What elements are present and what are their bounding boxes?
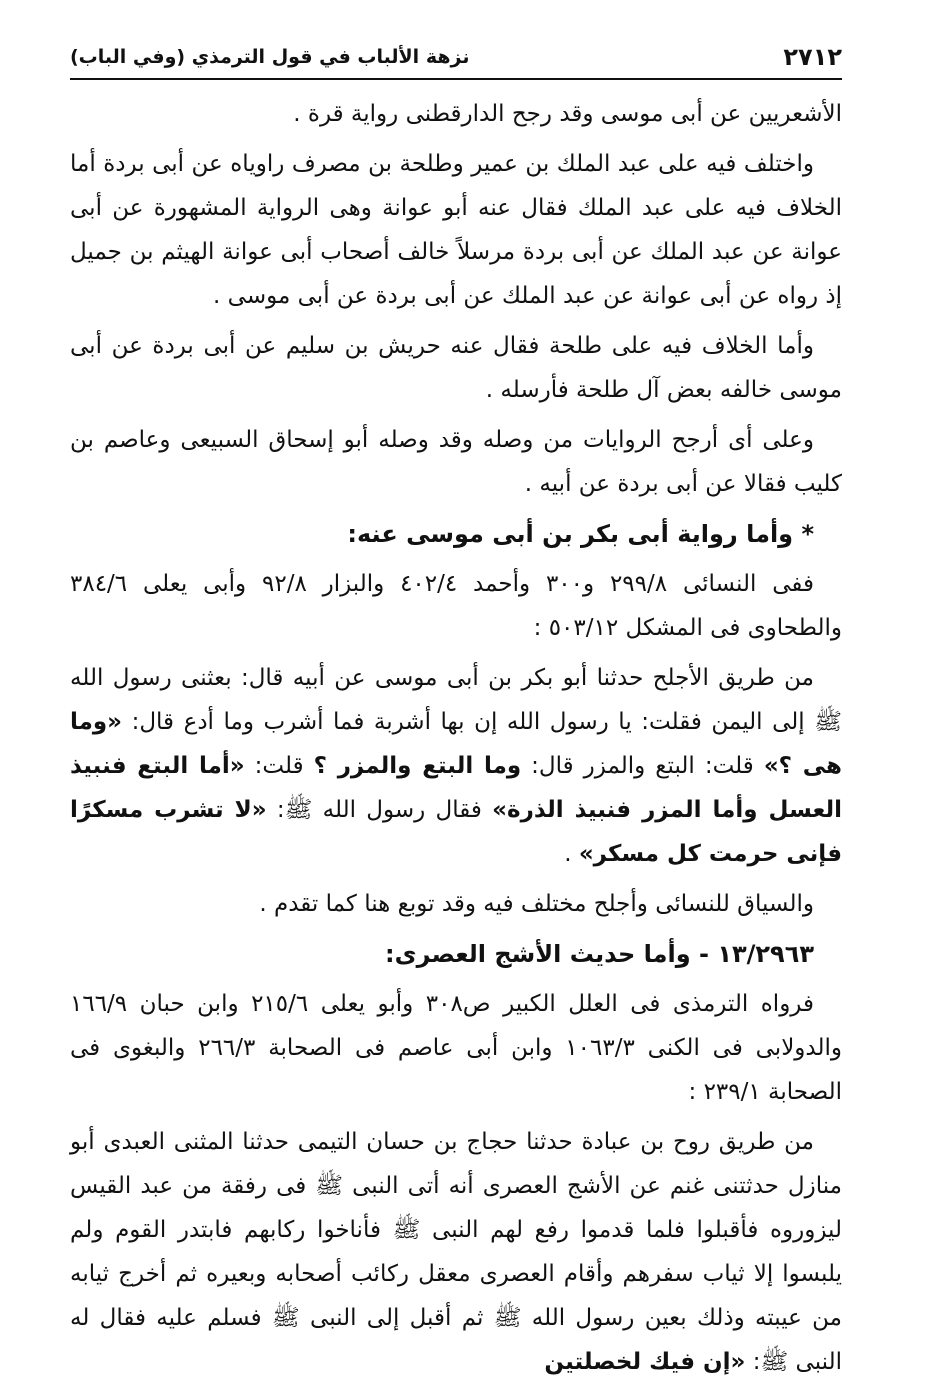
paragraph: ففى النسائى ٢٩٩/٨ و٣٠٠ وأحمد ٤٠٢/٤ والبزار ٩٢/٨ وأبى يعلى ٣٨٤/٦ والطحاوى فى المشكل ٥٠٣/١٢ :: [70, 571, 842, 641]
hadith-narration: قلت: البتع والمزر قال:: [521, 753, 764, 779]
hadith-text: [70, 1120, 842, 1384]
paragraph: وعلى أى أرجح الروايات من وصله وقد وصله أبو إسحاق السبيعى وعاصم بن كليب فقالا عن أبى بردة عن أبيه .: [70, 427, 842, 497]
hadith-quote: «إن فيك لخصلتين: [544, 1349, 746, 1375]
section-heading: * وأما رواية أبى بكر بن أبى موسى عنه:: [347, 520, 814, 548]
hadith-narration: .: [564, 841, 579, 867]
page-number: ٢٧١٢: [783, 43, 842, 71]
section-heading: ١٣/٢٩٦٣ - وأما حديث الأشج العصرى:: [385, 940, 814, 968]
paragraph: وأما الخلاف فيه على طلحة فقال عنه حريش بن سليم عن أبى بردة عن أبى موسى خالفه بعض آل طلحة فأرسله .: [70, 333, 842, 403]
hadith-narration: قلت:: [244, 753, 314, 779]
page-body: [70, 92, 842, 1384]
paragraph: فرواه الترمذى فى العلل الكبير ص٣٠٨ وأبو يعلى ٢١٥/٦ وابن حبان ١٦٦/٩ والدولابى فى الكنى ١٠٦٣/٣ وابن أبى عاصم فى الصحابة ٢٦٦/٣ والبغوى فى الصحابة ٢٣٩/١ :: [70, 991, 842, 1105]
paragraph: واختلف فيه على عبد الملك بن عمير وطلحة بن مصرف راوياه عن أبى بردة أما الخلاف فيه على عبد الملك فقال عنه أبو عوانة وهى الرواية المشهورة عن أبى عوانة عن عبد الملك عن أبى بردة مرسلاً خالف أصحاب أبى عوانة الهيثم بن جميل إذ رواه عن أبى عوانة عن عبد الملك عن أبى بردة عن أبى موسى .: [70, 151, 842, 309]
paragraph: الأشعريين عن أبى موسى وقد رجح الدارقطنى رواية قرة .: [293, 101, 842, 127]
hadith-quote: «وما هى ؟»: [70, 709, 842, 779]
hadith-text: [70, 656, 842, 876]
running-header: [70, 36, 842, 80]
hadith-narration: من طريق روح بن عبادة حدثنا حجاج بن حسان التيمى حدثنا المثنى العبدى أبو منازل حدثتنى غنم عن الأشج العصرى أنه أتى النبى ﷺ فى رفقة من عبد القيس ليزوروه فأقبلوا فلما قدموا رفع لهم النبى ﷺ فأناخوا ركابهم فابتدر القوم ولم يلبسوا إلا ثياب سفرهم وأقام العصرى معقل ركائب أصحابه وبعيره ثم أخرج ثيابه من عيبته وذلك بعين رسول الله ﷺ ثم أقبل إلى النبى ﷺ فسلم عليه فقال له النبى ﷺ:: [70, 1129, 842, 1375]
hadith-narration: من طريق الأجلح حدثنا أبو بكر بن أبى موسى عن أبيه قال: بعثنى رسول الله ﷺ إلى اليمن فقلت: يا رسول الله إن بها أشربة فما أشرب وما أدع قال:: [70, 665, 842, 735]
book-page: [70, 36, 842, 1384]
book-title: نزهة الألباب في قول الترمذي (وفي الباب): [70, 46, 470, 68]
hadith-quote: «أما البتع فنبيذ العسل وأما المزر فنبيذ الذرة»: [70, 753, 842, 823]
hadith-quote: «لا تشرب مسكرًا فإنى حرمت كل مسكر»: [70, 797, 842, 867]
hadith-narration: فقال رسول الله ﷺ:: [266, 797, 493, 823]
hadith-quote: وما البتع والمزر ؟: [313, 753, 522, 779]
paragraph: والسياق للنسائى وأجلح مختلف فيه وقد توبع هنا كما تقدم .: [259, 891, 814, 917]
